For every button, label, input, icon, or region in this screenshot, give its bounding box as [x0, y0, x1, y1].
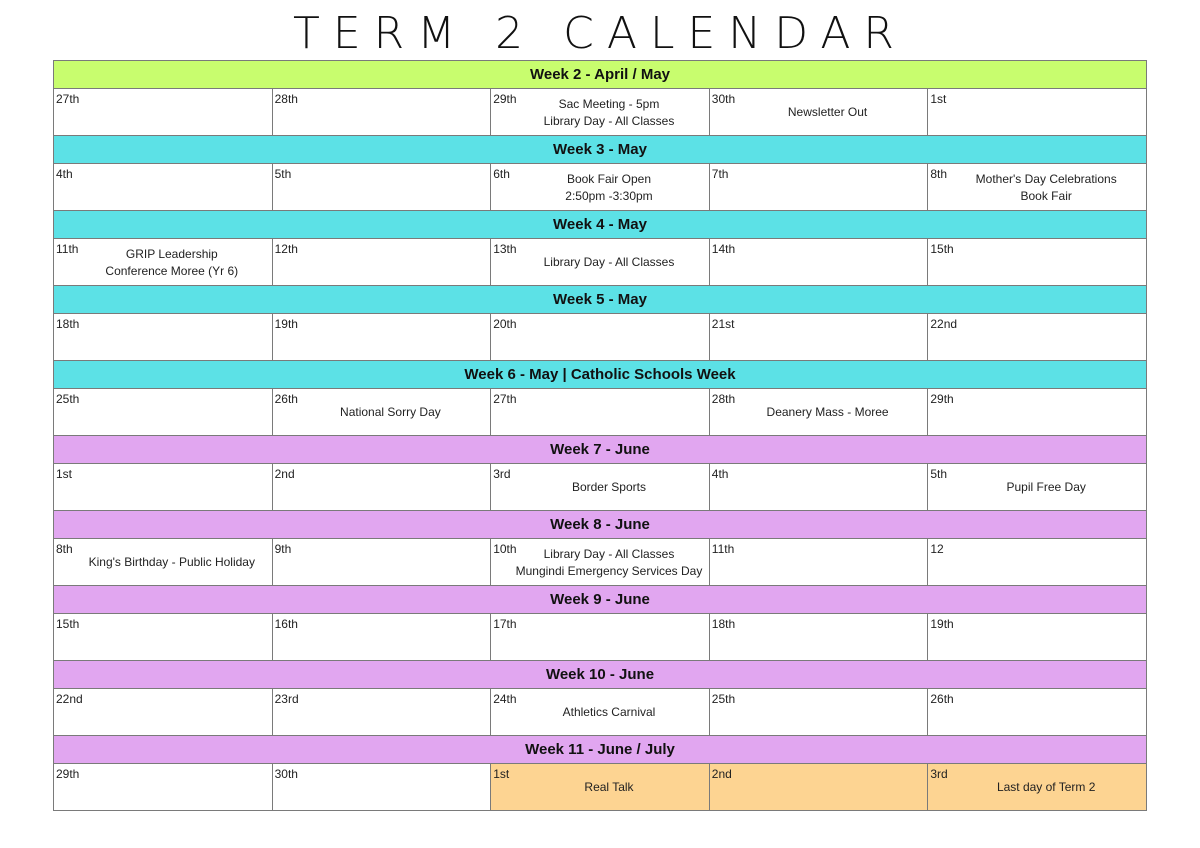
- day-cell: [928, 464, 1147, 511]
- week-header-row: [54, 511, 1147, 539]
- week-days-row: [54, 164, 1147, 211]
- day-cell: [54, 614, 273, 661]
- day-cell: [272, 389, 491, 436]
- event-text: GRIP Leadership: [125, 247, 218, 261]
- week-days-row: [54, 89, 1147, 136]
- day-cell: [272, 89, 491, 136]
- day-date: 18th: [711, 617, 736, 631]
- day-cell: [491, 614, 710, 661]
- event-text: Deanery Mass - Moree: [766, 405, 889, 419]
- day-cell: [54, 539, 273, 586]
- day-date: 20th: [493, 317, 517, 331]
- day-date: 28th: [274, 92, 298, 106]
- day-cell: [709, 389, 928, 436]
- day-date: 11th: [711, 542, 735, 556]
- week-header: Week 6 - May | Catholic Schools Week: [54, 361, 1147, 389]
- day-cell: [709, 764, 928, 811]
- day-cell: [709, 314, 928, 361]
- day-date: 25th: [711, 692, 736, 706]
- day-date: 9th: [274, 542, 292, 556]
- day-date: 27th: [493, 392, 517, 406]
- page-title: TERM 2 CALENDAR: [292, 8, 907, 59]
- event-text: Mungindi Emergency Services Day: [515, 564, 703, 578]
- day-cell: [272, 689, 491, 736]
- day-events: [513, 254, 705, 271]
- term-calendar-table: [53, 60, 1147, 811]
- week-header: Week 11 - June / July: [54, 736, 1147, 764]
- event-text: Athletics Carnival: [562, 705, 656, 719]
- day-date: 13th: [493, 242, 517, 256]
- day-events: [732, 404, 924, 421]
- day-date: 8th: [56, 542, 73, 556]
- event-text: Library Day - All Classes: [543, 114, 675, 128]
- day-date: 21st: [711, 317, 735, 331]
- week-header-row: [54, 136, 1147, 164]
- day-date: 2nd: [274, 467, 295, 481]
- day-cell: [491, 389, 710, 436]
- event-text: Book Fair Open: [566, 172, 651, 186]
- event-text: Book Fair: [1020, 189, 1072, 203]
- week-header-row: [54, 61, 1147, 89]
- day-cell: [709, 689, 928, 736]
- day-events: [950, 779, 1142, 796]
- event-text: Library Day - All Classes: [543, 255, 675, 269]
- week-days-row: [54, 764, 1147, 811]
- day-cell: [491, 764, 710, 811]
- week-header: Week 10 - June: [54, 661, 1147, 689]
- day-cell: [272, 314, 491, 361]
- day-events: [295, 404, 487, 421]
- event-text: Mother's Day Celebrations: [975, 172, 1117, 186]
- week-header-row: [54, 436, 1147, 464]
- day-date: 14th: [711, 242, 736, 256]
- week-days-row: [54, 314, 1147, 361]
- day-date: 15th: [930, 242, 954, 256]
- day-date: 29th: [493, 92, 517, 106]
- day-events: [950, 171, 1142, 205]
- day-cell: [54, 689, 273, 736]
- day-cell: [54, 464, 273, 511]
- day-cell: [54, 389, 273, 436]
- day-cell: [709, 239, 928, 286]
- day-cell: [709, 614, 928, 661]
- event-text: Border Sports: [571, 480, 646, 494]
- day-events: [513, 479, 705, 496]
- day-cell: [54, 89, 273, 136]
- week-days-row: [54, 389, 1147, 436]
- day-date: 11th: [56, 242, 79, 256]
- event-text: King's Birthday - Public Holiday: [88, 555, 255, 569]
- day-date: 22nd: [56, 692, 83, 706]
- day-date: 25th: [56, 392, 80, 406]
- week-days-row: [54, 464, 1147, 511]
- week-header: Week 3 - May: [54, 136, 1147, 164]
- day-date: 5th: [274, 167, 292, 181]
- day-cell: [928, 239, 1147, 286]
- week-days-row: [54, 539, 1147, 586]
- day-date: 26th: [930, 692, 954, 706]
- day-cell: [54, 239, 273, 286]
- day-events: [732, 104, 924, 121]
- day-date: 12th: [274, 242, 298, 256]
- day-cell: [491, 539, 710, 586]
- day-cell: [928, 689, 1147, 736]
- event-text: National Sorry Day: [340, 405, 441, 419]
- day-date: 6th: [493, 167, 510, 181]
- day-events: [513, 171, 705, 205]
- week-header: Week 4 - May: [54, 211, 1147, 239]
- day-events: [513, 704, 705, 721]
- event-text: Pupil Free Day: [1006, 480, 1086, 494]
- day-cell: [272, 764, 491, 811]
- day-cell: [709, 539, 928, 586]
- day-cell: [272, 464, 491, 511]
- week-header-row: [54, 736, 1147, 764]
- day-cell: [491, 464, 710, 511]
- day-cell: [928, 614, 1147, 661]
- day-date: 16th: [274, 617, 298, 631]
- day-date: 1st: [493, 767, 510, 781]
- day-cell: [491, 164, 710, 211]
- day-events: [513, 779, 705, 796]
- week-header: Week 9 - June: [54, 586, 1147, 614]
- day-cell: [272, 539, 491, 586]
- day-date: 15th: [56, 617, 80, 631]
- day-events: [76, 246, 268, 280]
- day-cell: [272, 614, 491, 661]
- week-header: Week 8 - June: [54, 511, 1147, 539]
- day-cell: [709, 164, 928, 211]
- day-date: 2nd: [711, 767, 732, 781]
- day-date: 18th: [56, 317, 80, 331]
- day-date: 17th: [493, 617, 517, 631]
- day-date: 4th: [56, 167, 73, 181]
- day-cell: [709, 89, 928, 136]
- week-header-row: [54, 661, 1147, 689]
- day-cell: [928, 164, 1147, 211]
- day-date: 19th: [274, 317, 298, 331]
- day-cell: [709, 464, 928, 511]
- week-header-row: [54, 361, 1147, 389]
- event-text: Conference Moree (Yr 6): [105, 264, 239, 278]
- day-date: 29th: [930, 392, 954, 406]
- day-cell: [272, 164, 491, 211]
- day-date: 4th: [711, 467, 729, 481]
- day-events: [76, 554, 268, 571]
- day-cell: [491, 239, 710, 286]
- day-date: 1st: [930, 92, 947, 106]
- day-cell: [928, 89, 1147, 136]
- day-date: 7th: [711, 167, 729, 181]
- week-days-row: [54, 689, 1147, 736]
- day-date: 23rd: [274, 692, 299, 706]
- day-date: 22nd: [930, 317, 958, 331]
- day-date: 3rd: [930, 767, 948, 781]
- day-date: 1st: [56, 467, 73, 481]
- day-events: [513, 546, 705, 580]
- event-text: Newsletter Out: [787, 105, 868, 119]
- day-cell: [54, 764, 273, 811]
- week-header: Week 5 - May: [54, 286, 1147, 314]
- week-header-row: [54, 211, 1147, 239]
- day-date: 28th: [711, 392, 736, 406]
- day-date: 19th: [930, 617, 954, 631]
- day-cell: [491, 89, 710, 136]
- event-text: Real Talk: [584, 780, 634, 794]
- day-date: 5th: [930, 467, 948, 481]
- day-cell: [491, 314, 710, 361]
- week-header: Week 7 - June: [54, 436, 1147, 464]
- week-days-row: [54, 614, 1147, 661]
- day-cell: [928, 539, 1147, 586]
- day-cell: [928, 764, 1147, 811]
- event-text: Sac Meeting - 5pm: [558, 97, 660, 111]
- day-date: 29th: [56, 767, 80, 781]
- event-text: 2:50pm -3:30pm: [565, 189, 653, 203]
- day-events: [513, 96, 705, 130]
- week-days-row: [54, 239, 1147, 286]
- day-cell: [54, 314, 273, 361]
- day-date: 10th: [493, 542, 517, 556]
- day-date: 30th: [274, 767, 298, 781]
- day-date: 26th: [274, 392, 298, 406]
- day-date: 24th: [493, 692, 517, 706]
- calendar-body: [54, 61, 1147, 811]
- day-cell: [491, 689, 710, 736]
- event-text: Library Day - All Classes: [543, 547, 675, 561]
- day-date: 12: [930, 542, 944, 556]
- day-date: 3rd: [493, 467, 511, 481]
- week-header-row: [54, 586, 1147, 614]
- day-events: [950, 479, 1142, 496]
- day-cell: [54, 164, 273, 211]
- day-cell: [928, 314, 1147, 361]
- day-cell: [272, 239, 491, 286]
- day-date: 8th: [930, 167, 948, 181]
- week-header: Week 2 - April / May: [54, 61, 1147, 89]
- event-text: Last day of Term 2: [996, 780, 1096, 794]
- day-date: 27th: [56, 92, 80, 106]
- day-cell: [928, 389, 1147, 436]
- week-header-row: [54, 286, 1147, 314]
- day-date: 30th: [711, 92, 736, 106]
